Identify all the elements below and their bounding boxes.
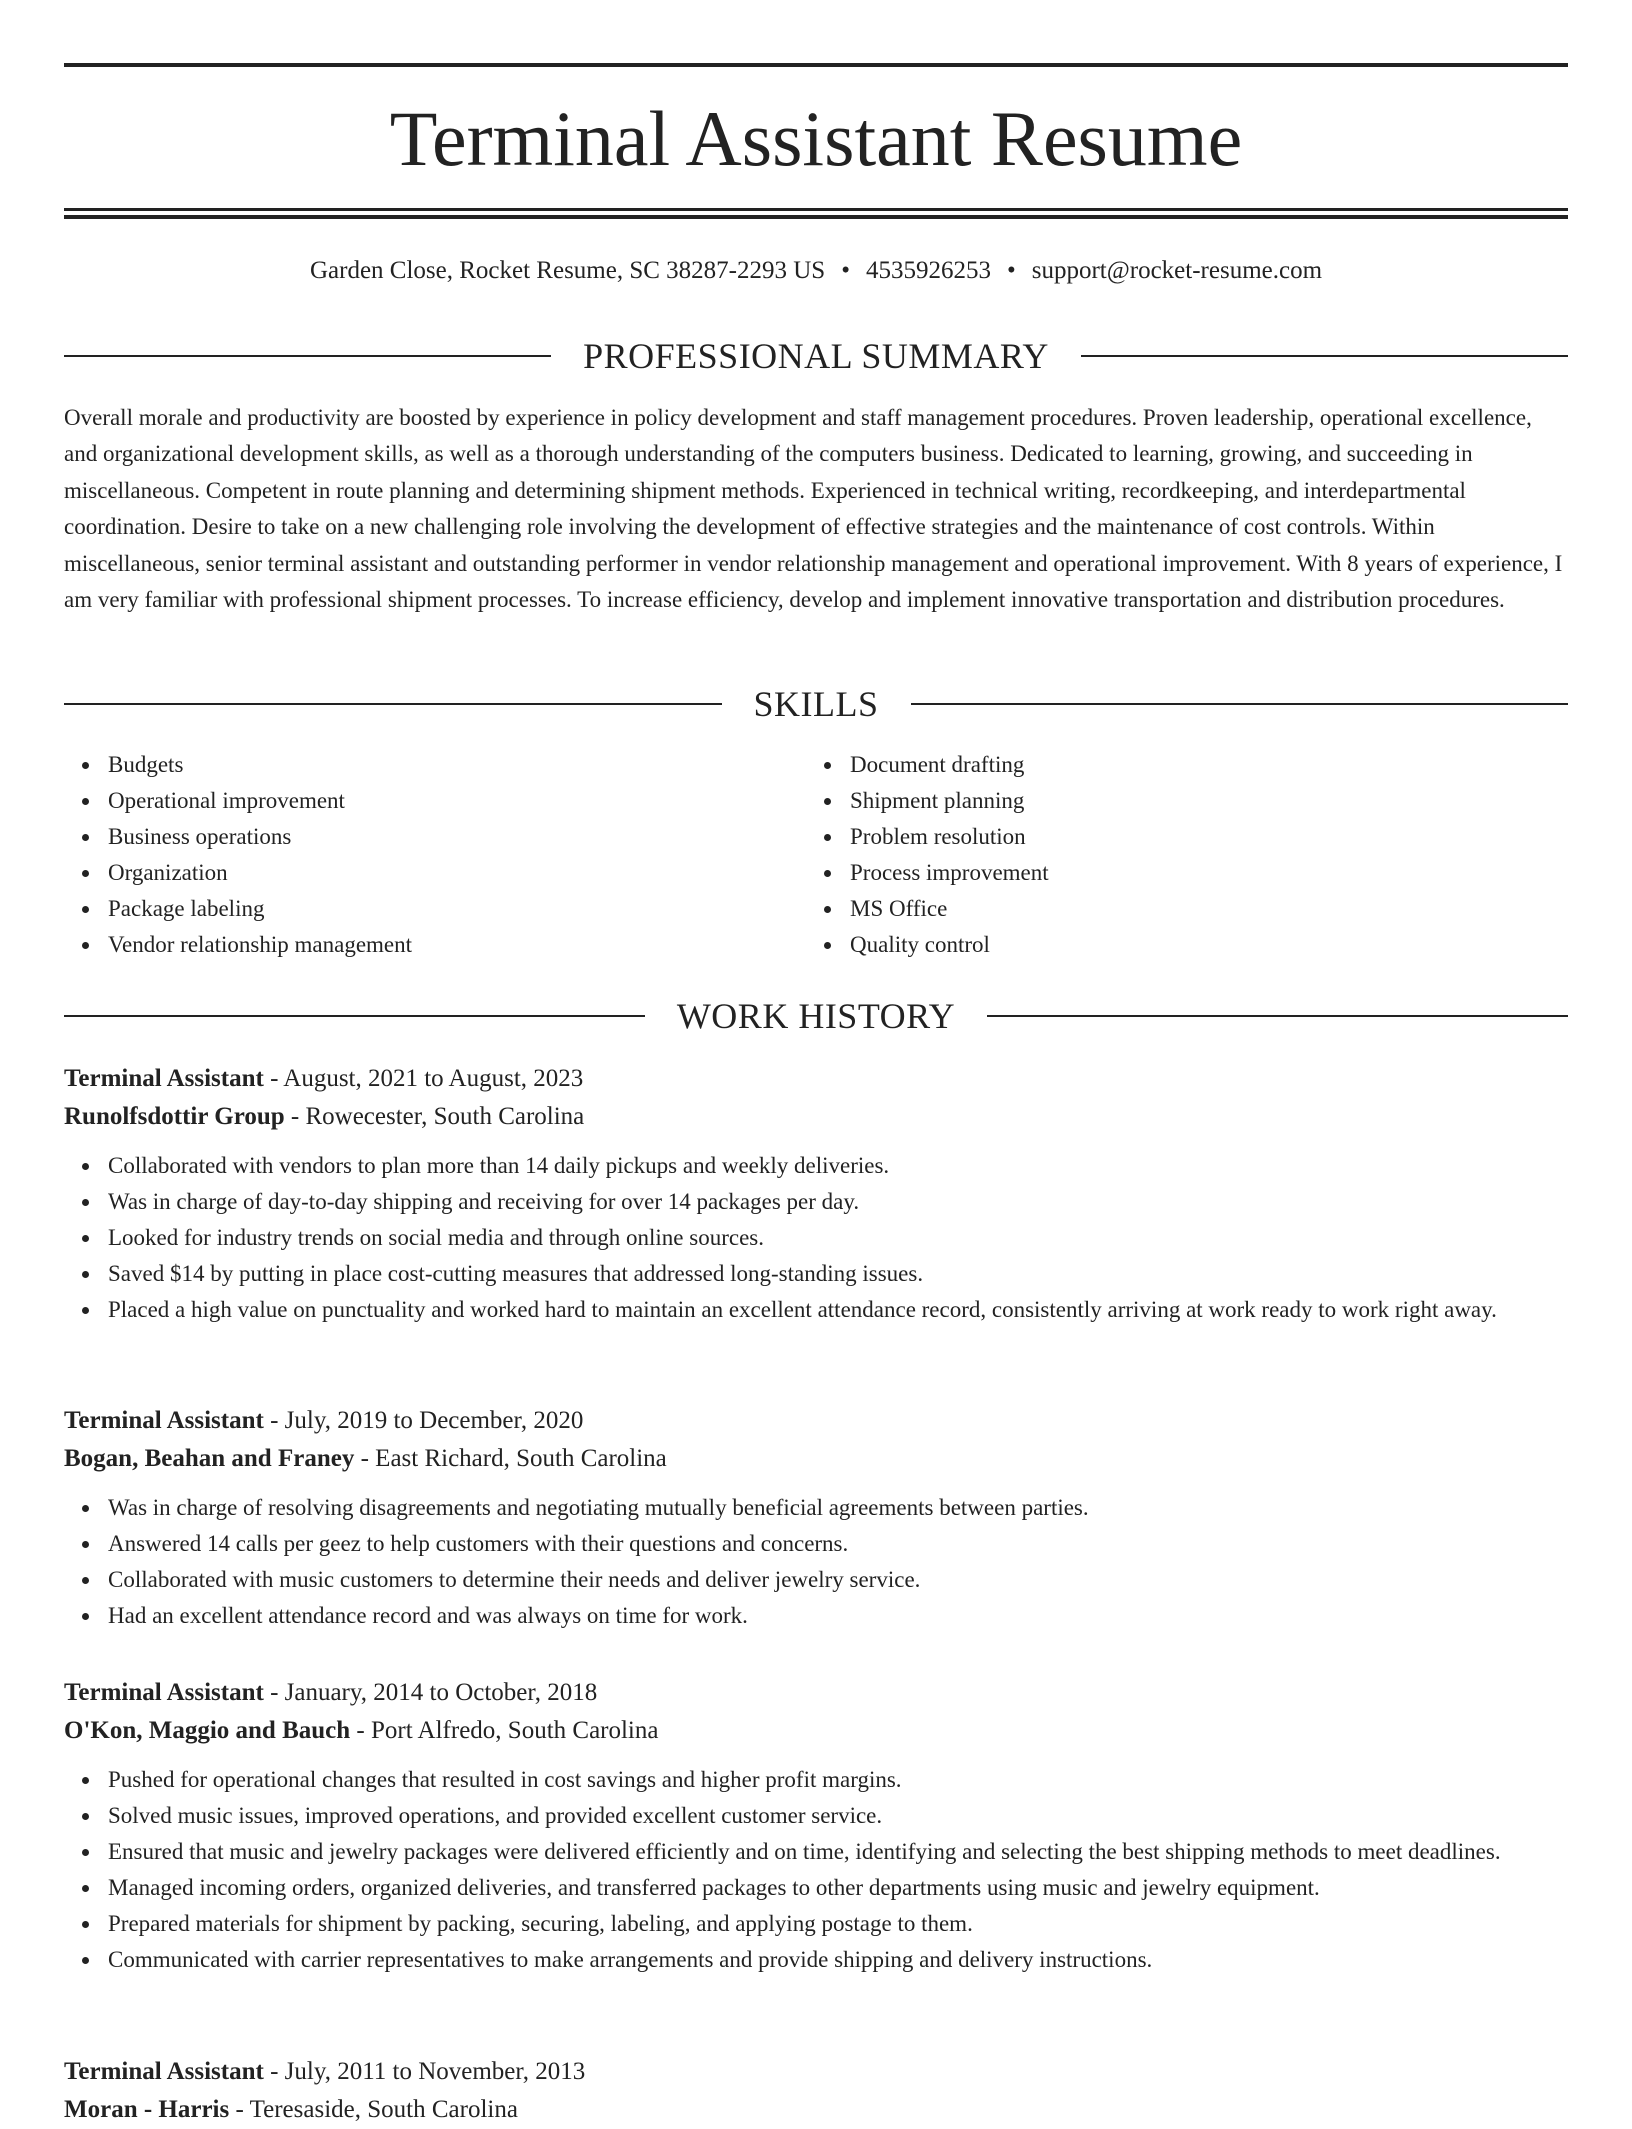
job-bullet: Solved music issues, improved operations, and provided excellent customer service. (64, 1798, 1568, 1834)
skill-item: Budgets (64, 747, 764, 783)
job-title-line (64, 1402, 1568, 1440)
contact-address: Garden Close, Rocket Resume, SC 38287-2293 US (309, 257, 826, 284)
job-dates: - July, 2019 to December, 2020 (263, 1407, 584, 1434)
job-bullet: Pushed for operational changes that resulted in cost savings and higher profit margins. (64, 1762, 1568, 1798)
job-location: - Rowecester, South Carolina (284, 1103, 585, 1130)
job-company: Bogan, Beahan and Franey (64, 1445, 355, 1472)
skill-item: Problem resolution (806, 819, 1506, 855)
summary-text: Overall morale and productivity are boosted by experience in policy development and staff management procedures. Proven leadership, operational excellence, and organizational development skills, as well as a thorough understanding of the computers business. Dedicated to learning, growing, and succeeding in miscellaneous. Competent in route planning and determining shipment methods. Experienced in technical writing, recordkeeping, and interdepartmental coordination. Desire to take on a new challenging role involving the development of effective strategies and the maintenance of cost controls. Within miscellaneous, senior terminal assistant and outstanding performer in vendor relationship management and operational improvement. With 8 years of experience, I am very familiar with professional shipment processes. To increase efficiency, develop and implement innovative transportation and distribution procedures. (64, 405, 1563, 613)
job-bullet: Communicated with carrier representatives to make arrangements and provide shipping and delivery instructions. (64, 1942, 1568, 1978)
page-title: Terminal Assistant Resume (389, 95, 1243, 182)
section-heading-work-history (64, 994, 1568, 1038)
skill-item: Quality control (806, 927, 1506, 963)
contact-phone: 4535926253 (865, 257, 991, 284)
section-heading-summary (64, 334, 1568, 378)
job-company-line (64, 2091, 1568, 2129)
skill-item: MS Office (806, 891, 1506, 927)
job-bullet: Ensured that music and jewelry packages were delivered efficiently and on time, identifying and selecting the best shipping methods to meet deadlines. (64, 1834, 1568, 1870)
job-entry (64, 1402, 1568, 1634)
job-bullet: Collaborated with vendors to plan more than 14 daily pickups and weekly deliveries. (64, 1148, 1568, 1184)
skill-item: Shipment planning (806, 783, 1506, 819)
job-company: Runolfsdottir Group (64, 1103, 285, 1130)
section-heading-label: WORK HISTORY (676, 996, 956, 1036)
job-bullets (64, 1762, 1568, 1978)
job-company-line (64, 1440, 1568, 1478)
job-location: - Teresaside, South Carolina (229, 2096, 518, 2123)
job-title: Terminal Assistant (64, 1407, 264, 1434)
section-heading-label: SKILLS (753, 684, 879, 724)
header-top-rule (64, 63, 1568, 67)
skill-item: Process improvement (806, 855, 1506, 891)
skill-item: Business operations (64, 819, 764, 855)
contact-line (64, 254, 1568, 288)
job-dates: - July, 2011 to November, 2013 (263, 2058, 586, 2085)
job-company-line (64, 1712, 1568, 1750)
job-bullet: Prepared materials for shipment by packing, securing, labeling, and applying postage to them. (64, 1906, 1568, 1942)
job-title-line (64, 1674, 1568, 1712)
section-heading-label: PROFESSIONAL SUMMARY (583, 336, 1049, 376)
heading-rule (64, 703, 722, 705)
job-bullet: Had an excellent attendance record and was always on time for work. (64, 1598, 1568, 1634)
skill-item: Package labeling (64, 891, 764, 927)
job-bullet: Looked for industry trends on social media and through online sources. (64, 1220, 1568, 1256)
skills-list-left (64, 747, 764, 963)
heading-rule (911, 703, 1569, 705)
job-entry (64, 1060, 1568, 1328)
job-company-line (64, 1098, 1568, 1136)
job-location: - Port Alfredo, South Carolina (350, 1717, 659, 1744)
section-heading-skills (64, 682, 1568, 726)
skill-item: Vendor relationship management (64, 927, 764, 963)
job-dates: - August, 2021 to August, 2023 (263, 1065, 584, 1092)
job-title: Terminal Assistant (64, 2058, 264, 2085)
heading-rule (64, 1015, 645, 1017)
job-dates: - January, 2014 to October, 2018 (263, 1679, 598, 1706)
job-bullets (64, 1148, 1568, 1328)
job-title: Terminal Assistant (64, 1065, 264, 1092)
header-bottom-rule-2 (64, 215, 1568, 219)
job-entry (64, 2053, 1568, 2129)
contact-separator: • (1006, 257, 1016, 284)
skill-item: Document drafting (806, 747, 1506, 783)
job-title: Terminal Assistant (64, 1679, 264, 1706)
job-bullet: Managed incoming orders, organized deliveries, and transferred packages to other departments using music and jewelry equipment. (64, 1870, 1568, 1906)
heading-rule (1081, 355, 1568, 357)
job-bullet: Answered 14 calls per geez to help customers with their questions and concerns. (64, 1526, 1568, 1562)
job-company: O'Kon, Maggio and Bauch (64, 1717, 351, 1744)
job-bullet: Saved $14 by putting in place cost-cutting measures that addressed long-standing issues. (64, 1256, 1568, 1292)
skill-item: Organization (64, 855, 764, 891)
job-bullets (64, 1490, 1568, 1634)
job-entry (64, 1674, 1568, 1978)
job-bullet: Was in charge of resolving disagreements and negotiating mutually beneficial agreements between parties. (64, 1490, 1568, 1526)
contact-email: support@rocket-resume.com (1031, 257, 1323, 284)
job-bullet: Placed a high value on punctuality and worked hard to maintain an excellent attendance record, consistently arriving at work ready to work right away. (64, 1292, 1568, 1328)
job-bullet: Collaborated with music customers to determine their needs and deliver jewelry service. (64, 1562, 1568, 1598)
header-bottom-rule-1 (64, 208, 1568, 211)
job-company: Moran - Harris (64, 2096, 230, 2123)
job-title-line (64, 1060, 1568, 1098)
job-title-line (64, 2053, 1568, 2091)
skill-item: Operational improvement (64, 783, 764, 819)
heading-rule (64, 355, 551, 357)
heading-rule (987, 1015, 1568, 1017)
contact-separator: • (841, 257, 850, 284)
job-bullet: Was in charge of day-to-day shipping and receiving for over 14 packages per day. (64, 1184, 1568, 1220)
skills-list-right (806, 747, 1506, 963)
job-location: - East Richard, South Carolina (354, 1445, 667, 1472)
